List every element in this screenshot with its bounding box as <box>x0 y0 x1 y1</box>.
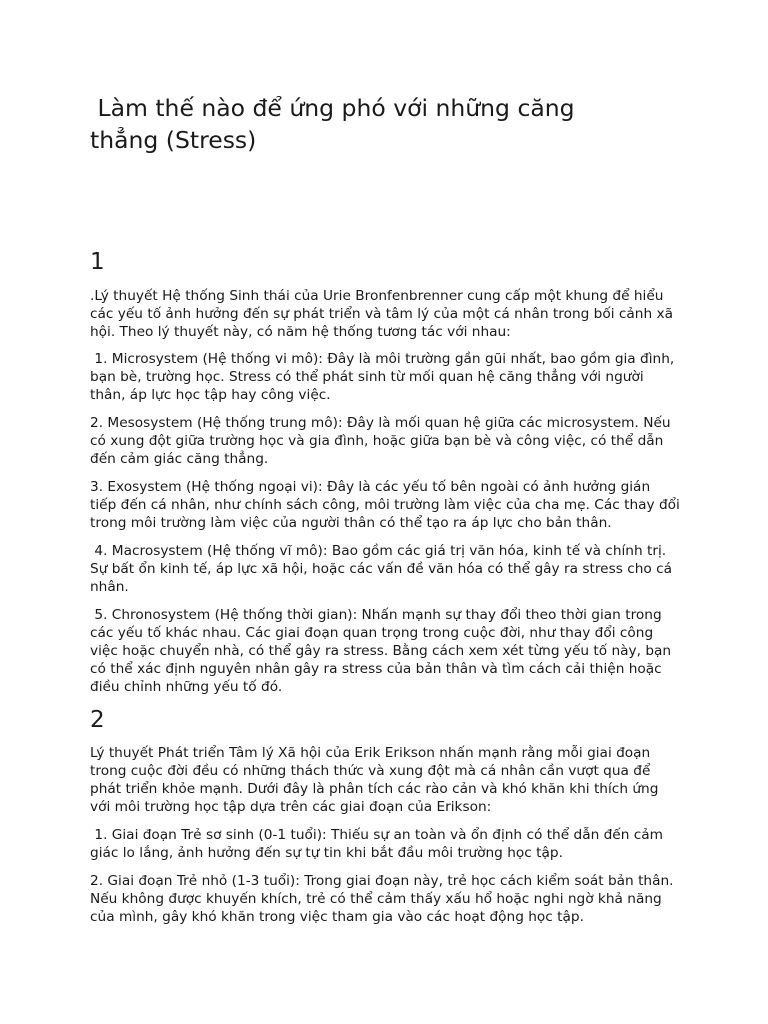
section-1-chronosystem-paragraph: 5. Chronosystem (Hệ thống thời gian): Nhấn mạnh sự thay đổi theo thời gian trong các yếu tố khác nhau. Các giai đoạn quan trọng trong cuộc đời, như thay đổi công việc hoặc chuyển nhà, có thể gây ra stress. Bằng cách xem xét từng yếu tố này, bạn có thể xác định nguyên nhân gây ra stress của bản thân và tìm cách cải thiện hoặc điều chỉnh những yếu tố đó. <box>90 607 676 695</box>
document-title: Làm thế nào để ứng phó với những căng thẳng (Stress) <box>90 94 583 154</box>
section-2-intro-paragraph: Lý thuyết Phát triển Tâm lý Xã hội của Erik Erikson nhấn mạnh rằng mỗi giai đoạn trong cuộc đời đều có những thách thức và xung đột mà cá nhân cần vượt qua để phát triển khỏe mạnh. Dưới đây là phân tích các rào cản và khó khăn khi thích ứng với môi trường học tập dựa trên các giai đoạn của Erikson: <box>90 745 663 815</box>
section-2-toddler-paragraph: 2. Giai đoạn Trẻ nhỏ (1-3 tuổi): Trong giai đoạn này, trẻ học cách kiểm soát bản thân. Nếu không được khuyến khích, trẻ có thể cảm thấy xấu hổ hoặc nghi ngờ khả năng của mình, gây khó khăn trong việc tham gia vào các hoạt động học tập. <box>90 873 678 925</box>
section-1-macrosystem-paragraph: 4. Macrosystem (Hệ thống vĩ mô): Bao gồm các giá trị văn hóa, kinh tế và chính trị. Sự bất ổn kinh tế, áp lực xã hội, hoặc các vấn đề văn hóa có thể gây ra stress cho cá nhân. <box>90 543 677 595</box>
section-1-exosystem-paragraph: 3. Exosystem (Hệ thống ngoại vi): Đây là các yếu tố bên ngoài có ảnh hưởng gián tiếp đến cá nhân, như chính sách công, môi trường làm việc của cha mẹ. Các thay đổi trong môi trường làm việc của người thân có thể tạo ra áp lực cho bản thân. <box>90 479 685 531</box>
section-1-mesosystem-paragraph: 2. Mesosystem (Hệ thống trung mô): Đây là mối quan hệ giữa các microsystem. Nếu có xung đột giữa trường học và gia đình, hoặc giữa bạn bè và công việc, có thể dẫn đến cảm giác căng thẳng. <box>90 415 675 467</box>
section-2-infancy-paragraph: 1. Giai đoạn Trẻ sơ sinh (0-1 tuổi): Thiếu sự an toàn và ổn định có thể dẫn đến cảm giác lo lắng, ảnh hưởng đến sự tự tin khi bắt đầu môi trường học tập. <box>90 827 668 861</box>
section-number-1: 1 <box>90 249 105 275</box>
section-1-intro-paragraph: .Lý thuyết Hệ thống Sinh thái của Urie Bronfenbrenner cung cấp một khung để hiểu các yếu tố ảnh hưởng đến sự phát triển và tâm lý của một cá nhân trong bối cảnh xã hội. Theo lý thuyết này, có năm hệ thống tương tác với nhau: <box>90 288 678 340</box>
section-1-microsystem-paragraph: 1. Microsystem (Hệ thống vi mô): Đây là môi trường gần gũi nhất, bao gồm gia đình, bạn bè, trường học. Stress có thể phát sinh từ mối quan hệ căng thẳng với người thân, áp lực học tập hay công việc. <box>90 351 679 403</box>
section-number-2: 2 <box>90 707 105 733</box>
